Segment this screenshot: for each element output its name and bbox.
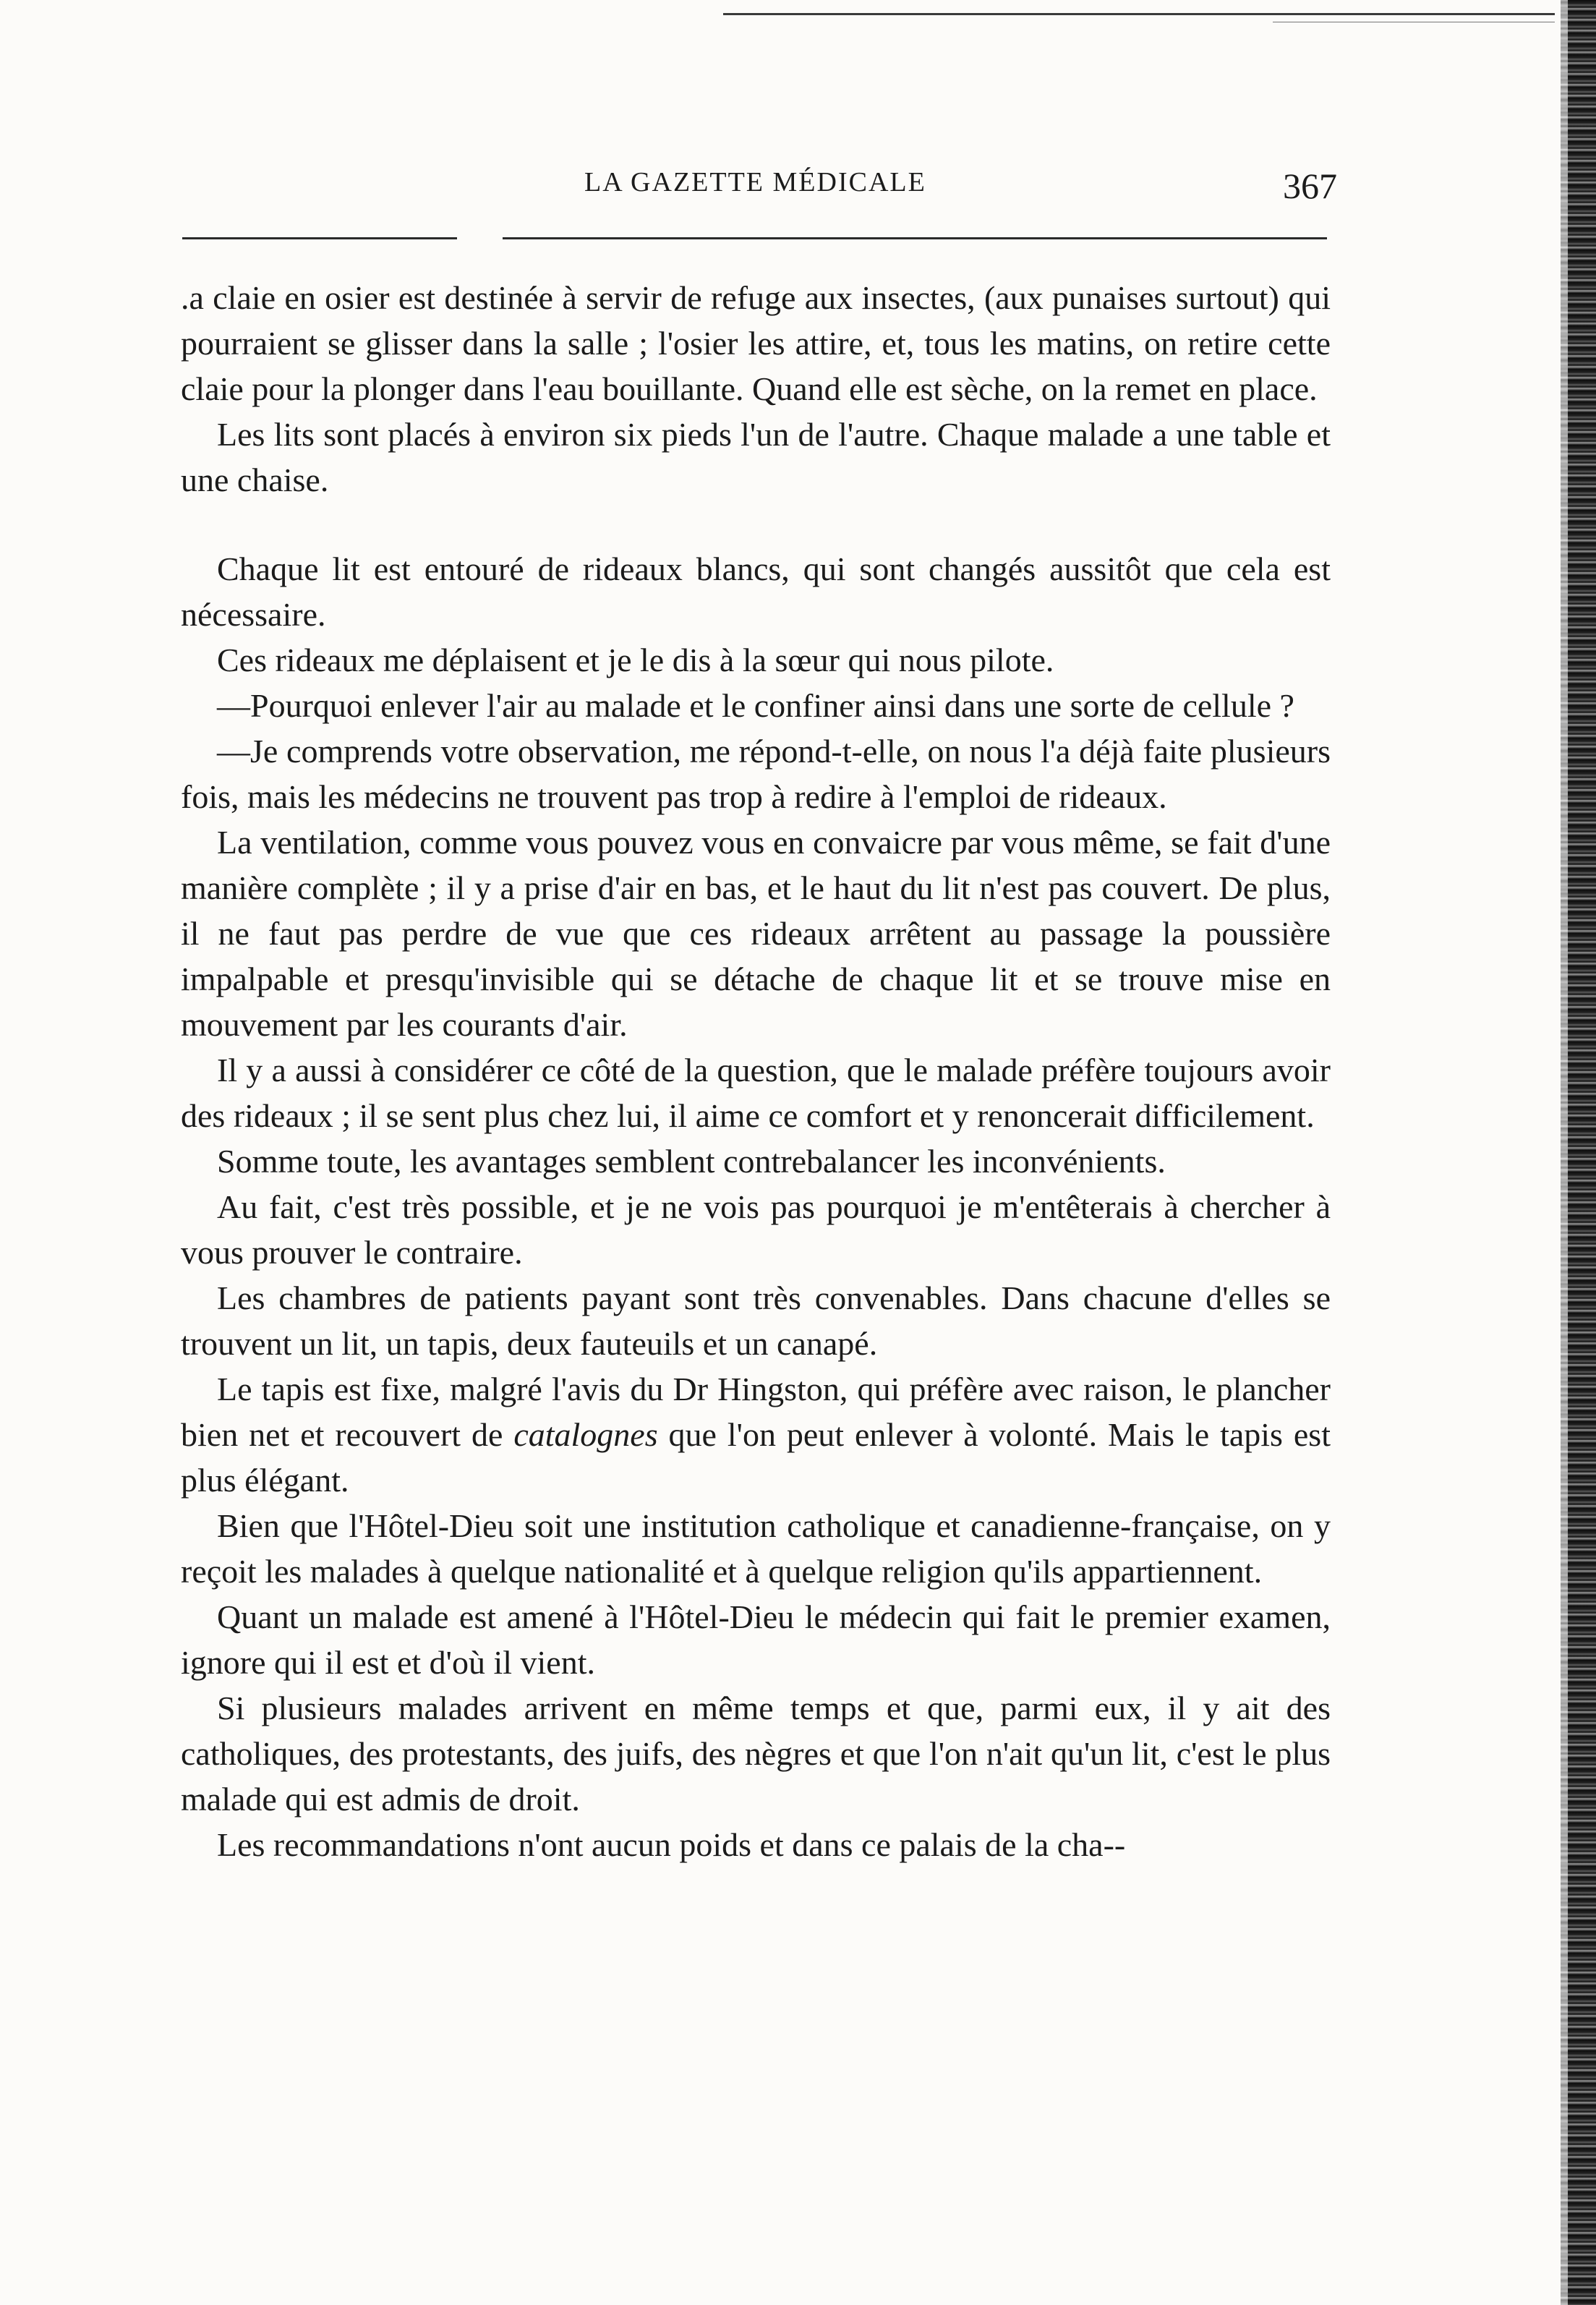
paragraph: Bien que l'Hôtel-Dieu soit une institution catholique et canadienne-française, on y reçoit les malades à quelque nationalité et à quelque religion qu'ils appartiennent.	[181, 1507, 1331, 1590]
paragraph: —Je comprends votre observation, me répond-t-elle, on nous l'a déjà faite plusieurs fois, mais les médecins ne trouvent pas trop à redire à l'emploi de rideaux.	[181, 733, 1331, 815]
paragraph: Les chambres de patients payant sont très convenables. Dans chacune d'elles se trouvent un lit, un tapis, deux fauteuils et un canapé.	[181, 1279, 1331, 1362]
paragraph-text: Le tapis est fixe, malgré l'avis du Dr Hingston, qui préfère avec raison, le plancher bien net et recouvert de	[181, 1371, 1331, 1453]
paragraph: Les recommandations n'ont aucun poids et dans ce palais de la cha--	[217, 1826, 1126, 1863]
top-border-rule	[723, 13, 1555, 15]
paragraph: Il y a aussi à considérer ce côté de la question, que le malade préfère toujours avoir des rideaux ; il se sent plus chez lui, il aime ce comfort et y renoncerait difficilement.	[181, 1052, 1331, 1134]
italic-term: catalognes	[513, 1416, 658, 1453]
paragraph: .a claie en osier est destinée à servir de refuge aux insectes, (aux punaises surtout) qui pourraient se glisser dans la salle ; l'osier les attire, et, tous les matins, on retire cette claie pour la plonger dans l'eau bouillante. Quand elle est sèche, on la remet en place.	[181, 279, 1331, 407]
header-rule-left	[182, 237, 457, 239]
paragraph: Au fait, c'est très possible, et je ne vois pas pourquoi je m'entêterais à chercher à vous prouver le contraire.	[181, 1188, 1331, 1271]
page-edge-scan-shadow	[1561, 0, 1596, 2305]
paragraph: Quant un malade est amené à l'Hôtel-Dieu le médecin qui fait le premier examen, ignore qui il est et d'où il vient.	[181, 1598, 1331, 1681]
paragraph: Chaque lit est entouré de rideaux blancs, qui sont changés aussitôt que cela est nécessaire.	[181, 550, 1331, 633]
page-number: 367	[1283, 166, 1337, 206]
paragraph: Ces rideaux me déplaisent et je le dis à la sœur qui nous pilote.	[217, 642, 1054, 678]
running-title: LA GAZETTE MÉDICALE	[584, 167, 926, 197]
paragraph: —Pourquoi enlever l'air au malade et le confiner ainsi dans une sorte de cellule ?	[217, 687, 1294, 724]
article-body	[181, 275, 1331, 1867]
paragraph-with-italic	[181, 1366, 1331, 1503]
header-rule-right	[503, 237, 1327, 239]
paragraph: Si plusieurs malades arrivent en même temps et que, parmi eux, il y ait des catholiques, des protestants, des juifs, des nègres et que l'on n'ait qu'un lit, c'est le plus malade qui est admis de droit.	[181, 1690, 1331, 1818]
paragraph-text: que l'on peut enlever à volonté. Mais le tapis est plus élégant.	[181, 1416, 1331, 1499]
paragraph: La ventilation, comme vous pouvez vous en convaicre par vous même, se fait d'une manière complète ; il y a prise d'air en bas, et le haut du lit n'est pas couvert. De plus, il ne faut pas perdre de vue que ces rideaux arrêtent au passage la poussière impalpable et presqu'invisible qui se détache de chaque lit et se trouve mise en mouvement par les courants d'air.	[181, 824, 1331, 1043]
paragraph: Les lits sont placés à environ six pieds l'un de l'autre. Chaque malade a une table et une chaise.	[181, 416, 1331, 498]
paragraph: Somme toute, les avantages semblent contrebalancer les inconvénients.	[217, 1143, 1166, 1180]
